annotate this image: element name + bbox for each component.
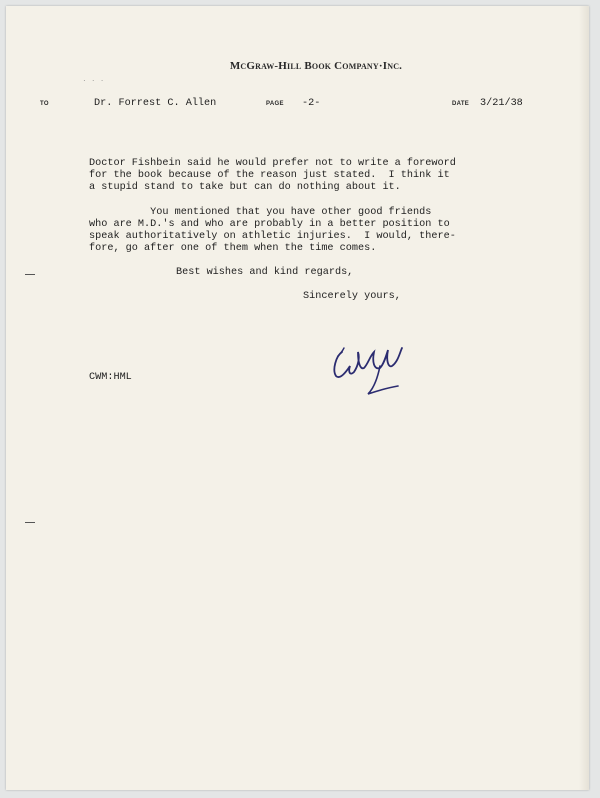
date-label: DATE	[452, 101, 470, 107]
letter-date: 3/21/38	[480, 98, 523, 109]
complimentary-close: Sincerely yours,	[303, 291, 401, 302]
fold-mark	[25, 522, 35, 523]
page-label: PAGE	[266, 101, 284, 107]
handwritten-signature	[328, 342, 418, 402]
paragraph-2-line-1: You mentioned that you have other good friends	[89, 207, 432, 218]
recipient-name: Dr. Forrest C. Allen	[94, 98, 217, 109]
closing-line: Best wishes and kind regards,	[176, 267, 354, 278]
paragraph-1-line-3: a stupid stand to take but can do nothing about it.	[89, 182, 401, 193]
to-label: TO	[40, 101, 49, 107]
page-number: -2-	[302, 98, 321, 109]
paragraph-2-line-4: fore, go after one of them when the time comes.	[89, 243, 377, 254]
reference-initials: CWM:HML	[89, 372, 132, 383]
fold-mark	[25, 274, 35, 275]
paragraph-2-line-2: who are M.D.'s and who are probably in a better position to	[89, 219, 450, 230]
letterhead: McGraw-Hill Book Company·Inc.	[229, 60, 403, 72]
paper-speck: · · ·	[83, 76, 106, 85]
paragraph-1-line-2: for the book because of the reason just stated. I think it	[89, 170, 450, 181]
paragraph-2-line-3: speak authoritatively on athletic injuries. I would, there-	[89, 231, 456, 242]
letter-page	[6, 6, 589, 790]
paragraph-1-line-1: Doctor Fishbein said he would prefer not to write a foreword	[89, 158, 456, 169]
